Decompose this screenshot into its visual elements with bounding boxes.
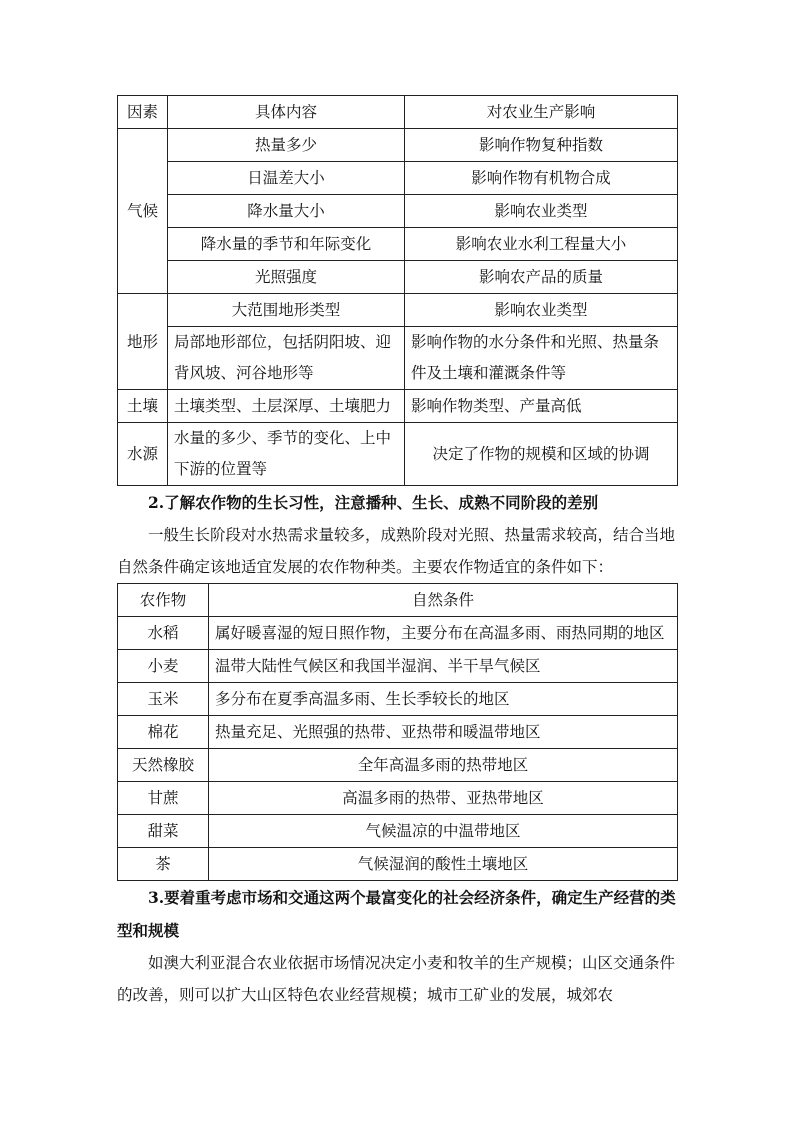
cell-content: 热量多少	[168, 129, 405, 162]
header-factor: 因素	[118, 96, 168, 129]
crop-conditions: 热量充足、光照强的热带、亚热带和暖温带地区	[209, 716, 678, 749]
crop-conditions: 气候湿润的酸性土壤地区	[209, 848, 678, 881]
factor-terrain: 地形	[118, 294, 168, 390]
cell-effect: 影响作物的水分条件和光照、热量条件及土壤和灌溉条件等	[405, 327, 678, 390]
cell-effect: 影响作物复种指数	[405, 129, 678, 162]
crop-name: 棉花	[118, 716, 209, 749]
cell-effect: 影响农业水利工程量大小	[405, 228, 678, 261]
factor-soil: 土壤	[118, 390, 168, 423]
cell-content: 水量的多少、季节的变化、上中下游的位置等	[168, 423, 405, 486]
crops-table	[117, 583, 678, 881]
factor-water: 水源	[118, 423, 168, 486]
cell-content: 土壤类型、土层深厚、土壤肥力	[168, 390, 405, 423]
header-crop: 农作物	[118, 584, 209, 617]
cell-effect: 决定了作物的规模和区域的协调	[405, 423, 678, 486]
table-row	[118, 390, 678, 423]
crop-name: 水稻	[118, 617, 209, 650]
cell-effect: 影响农业类型	[405, 294, 678, 327]
crop-name: 甘蔗	[118, 782, 209, 815]
crop-conditions: 气候温凉的中温带地区	[209, 815, 678, 848]
table-header-row	[118, 584, 678, 617]
crop-conditions: 多分布在夏季高温多雨、生长季较长的地区	[209, 683, 678, 716]
table-row	[118, 815, 678, 848]
table-row	[118, 162, 678, 195]
crop-name: 天然橡胶	[118, 749, 209, 782]
table-row	[118, 294, 678, 327]
paragraph-3: 如澳大利亚混合农业依据市场情况决定小麦和牧羊的生产规模；山区交通条件的改善，则可以扩大山区特色农业经营规模；城市工矿业的发展，城郊农	[117, 954, 676, 1004]
crop-conditions: 高温多雨的热带、亚热带地区	[209, 782, 678, 815]
table-row	[118, 195, 678, 228]
table-row	[118, 749, 678, 782]
cell-content: 日温差大小	[168, 162, 405, 195]
table-row	[118, 683, 678, 716]
crop-name: 甜菜	[118, 815, 209, 848]
cell-effect: 影响作物类型、产量高低	[405, 390, 678, 423]
table-row	[118, 423, 678, 486]
crop-name: 小麦	[118, 650, 209, 683]
cell-effect: 影响农业类型	[405, 195, 678, 228]
header-conditions: 自然条件	[209, 584, 678, 617]
document-page	[117, 95, 677, 1011]
cell-content: 局部地形部位，包括阴阳坡、迎背风坡、河谷地形等	[168, 327, 405, 390]
header-content: 具体内容	[168, 96, 405, 129]
cell-effect: 影响作物有机物合成	[405, 162, 678, 195]
table-header-row	[118, 96, 678, 129]
section-heading-2: 2.了解农作物的生长习性，注意播种、生长、成熟不同阶段的差别	[148, 493, 599, 512]
crop-conditions: 温带大陆性气候区和我国半湿润、半干旱气候区	[209, 650, 678, 683]
table-row	[118, 129, 678, 162]
cell-content: 光照强度	[168, 261, 405, 294]
table-row	[118, 782, 678, 815]
factors-table	[117, 95, 678, 486]
crop-name: 茶	[118, 848, 209, 881]
table-row	[118, 228, 678, 261]
section-heading-3: 3.要着重考虑市场和交通这两个最富变化的社会经济条件，确定生产经营的类型和规模	[117, 888, 676, 940]
table-row	[118, 261, 678, 294]
table-row	[118, 327, 678, 390]
crop-conditions: 全年高温多雨的热带地区	[209, 749, 678, 782]
cell-effect: 影响农产品的质量	[405, 261, 678, 294]
factor-climate: 气候	[118, 129, 168, 294]
cell-content: 降水量的季节和年际变化	[168, 228, 405, 261]
table-row	[118, 650, 678, 683]
header-effect: 对农业生产影响	[405, 96, 678, 129]
table-row	[118, 848, 678, 881]
crop-conditions: 属好暖喜湿的短日照作物，主要分布在高温多雨、雨热同期的地区	[209, 617, 678, 650]
table-row	[118, 617, 678, 650]
paragraph-2: 一般生长阶段对水热需求量较多，成熟阶段对光照、热量需求较高，结合当地自然条件确定该地适宜发展的农作物种类。主要农作物适宜的条件如下：	[117, 526, 676, 576]
cell-content: 大范围地形类型	[168, 294, 405, 327]
crop-name: 玉米	[118, 683, 209, 716]
cell-content: 降水量大小	[168, 195, 405, 228]
table-row	[118, 716, 678, 749]
